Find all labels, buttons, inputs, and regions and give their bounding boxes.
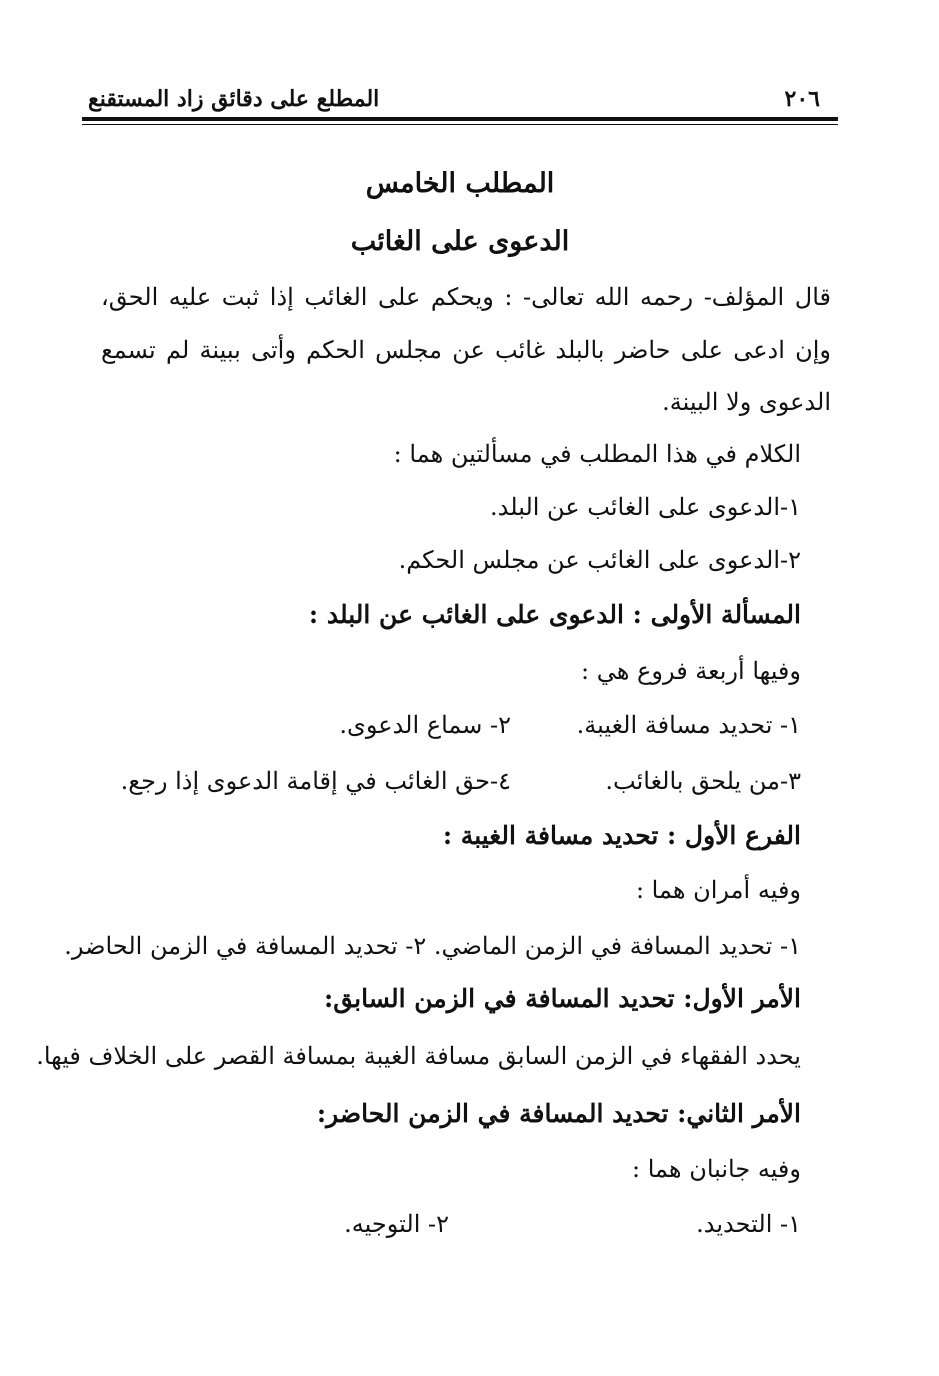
- section-title: الدعوى على الغائب: [350, 226, 570, 257]
- overview-line: الكلام في هذا المطلب في مسألتين هما :: [393, 440, 801, 468]
- intro-line-2: وإن ادعى على حاضر بالبلد غائب عن مجلس الحكم وأتى ببينة لم تسمع: [101, 336, 831, 364]
- header-rule-thin: [82, 124, 838, 125]
- issue-1-heading: المسألة الأولى : الدعوى على الغائب عن البلد :: [308, 600, 801, 629]
- branch-item-1: ١- تحديد مسافة الغيبة.: [576, 711, 801, 739]
- branch-item-4: ٤-حق الغائب في إقامة الدعوى إذا رجع.: [120, 767, 511, 795]
- matter-2-intro: وفيه جانبان هما :: [632, 1155, 801, 1183]
- matter-1-text: يحدد الفقهاء في الزمن السابق مسافة الغيبة بمسافة القصر على الخلاف فيها.: [36, 1042, 801, 1070]
- issue-1-intro: وفيها أربعة فروع هي :: [581, 657, 801, 685]
- overview-item-2: ٢-الدعوى على الغائب عن مجلس الحكم.: [398, 546, 801, 574]
- side-item-2: ٢- التوجيه.: [344, 1210, 449, 1238]
- chapter-title: المطلب الخامس: [365, 168, 555, 199]
- branch-1-intro: وفيه أمران هما :: [635, 876, 801, 904]
- running-header: [82, 82, 838, 116]
- running-title: المطلع على دقائق زاد المستقنع: [88, 86, 380, 112]
- matters-list: ١- تحديد المسافة في الزمن الماضي. ٢- تحديد المسافة في الزمن الحاضر.: [64, 932, 801, 960]
- branch-1-heading: الفرع الأول : تحديد مسافة الغيبة :: [442, 821, 801, 850]
- branch-item-3: ٣-من يلحق بالغائب.: [605, 767, 801, 795]
- matter-2-heading: الأمر الثاني: تحديد المسافة في الزمن الحاضر:: [316, 1099, 801, 1128]
- header-rule-thick: [82, 117, 838, 121]
- intro-line-3: الدعوى ولا البينة.: [662, 388, 831, 416]
- side-item-1: ١- التحديد.: [696, 1210, 801, 1238]
- matter-1-heading: الأمر الأول: تحديد المسافة في الزمن السابق:: [324, 984, 801, 1013]
- page-number: ٢٠٦: [784, 86, 820, 112]
- intro-line-1: قال المؤلف- رحمه الله تعالى- : ويحكم على الغائب إذا ثبت عليه الحق،: [101, 283, 831, 311]
- overview-item-1: ١-الدعوى على الغائب عن البلد.: [490, 493, 801, 521]
- branch-item-2: ٢- سماع الدعوى.: [339, 711, 511, 739]
